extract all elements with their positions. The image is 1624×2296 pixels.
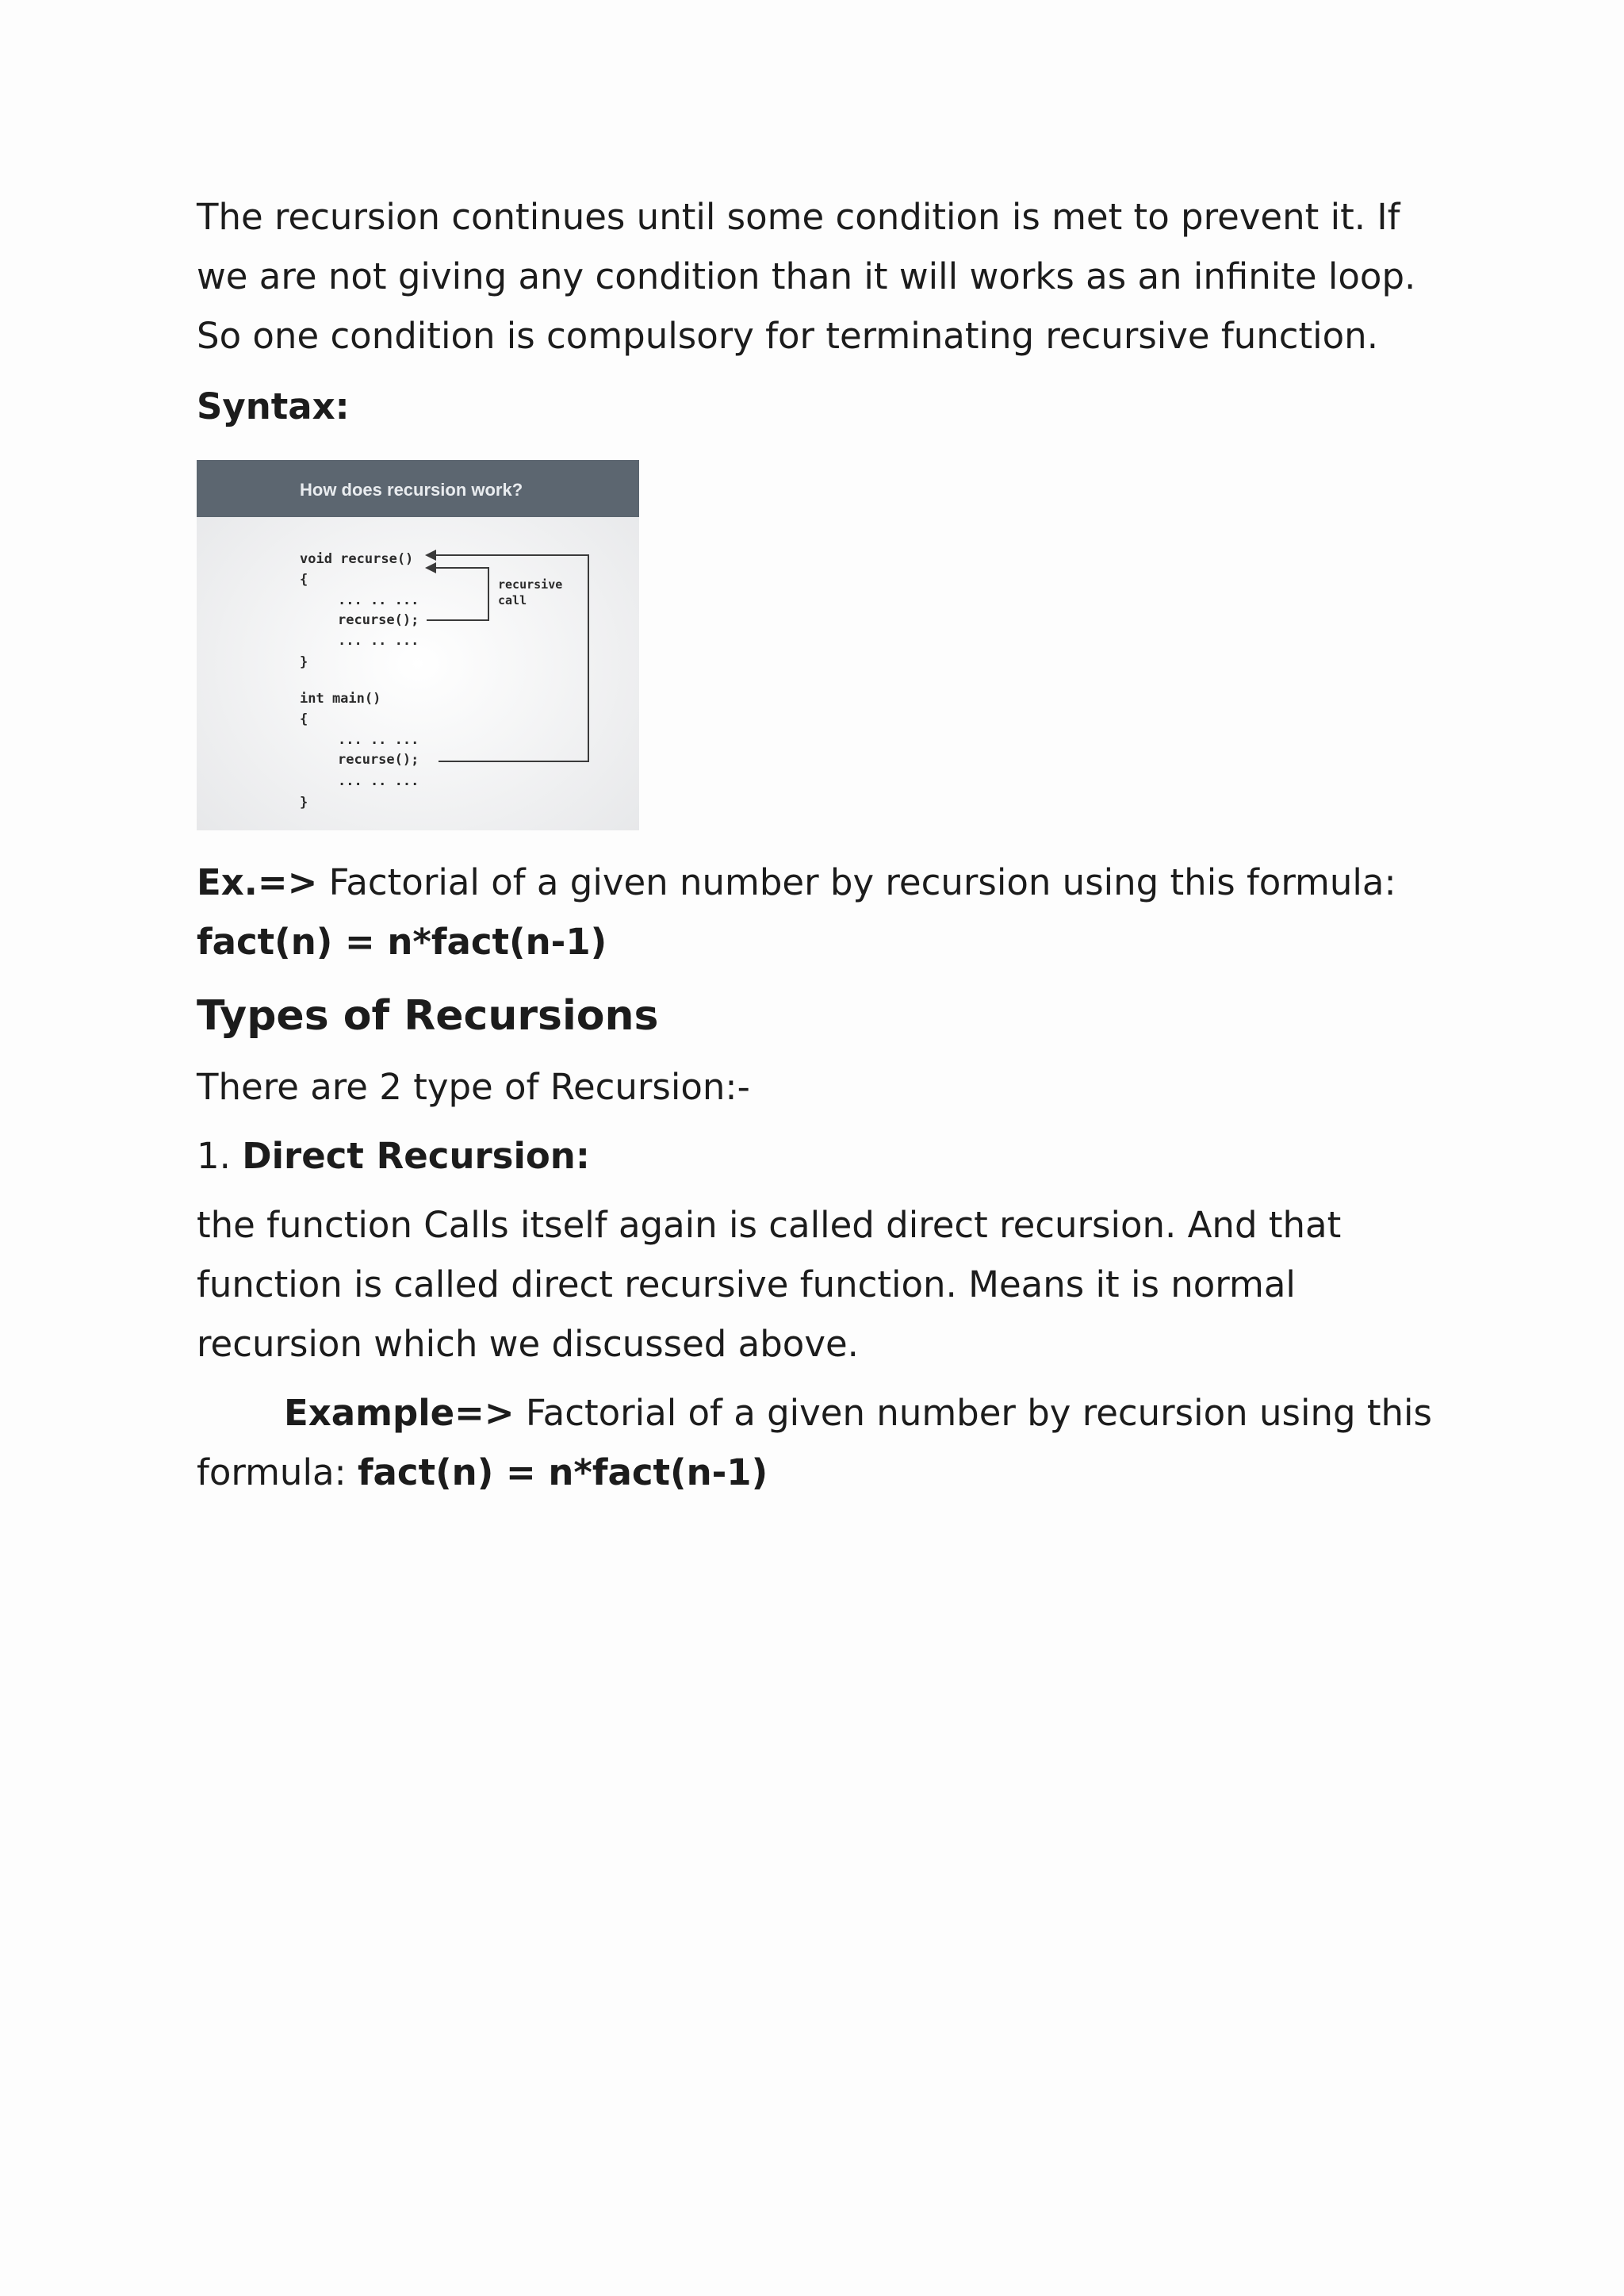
code-line-ellipsis-1: ... .. ... [338,592,419,608]
code-line-ellipsis-2: ... .. ... [338,633,419,649]
direct-recursion-heading [197,1126,1434,1186]
code-line-ellipsis-4: ... .. ... [338,773,419,789]
recursion-diagram [197,460,639,830]
code-line-open-brace-2: { [300,711,308,727]
direct-example-formula: fact(n) = n*fact(n-1) [357,1451,768,1493]
code-line-open-brace-1: { [300,572,308,588]
intro-paragraph: The recursion continues until some condition is met to prevent it. If we are not giving any condition than it will works as an infinite loop. So one condition is compulsory for terminating recursive function. [197,196,1416,357]
code-line-void-recurse: void recurse() [300,551,414,567]
diagram-title: How does recursion work? [300,480,523,500]
types-intro: There are 2 type of Recursion:- [197,1066,750,1108]
example-formula: fact(n) = n*fact(n-1) [197,921,607,963]
direct-example-label: Example=> [284,1392,515,1434]
direct-number: 1. [197,1135,243,1177]
example-label: Ex.=> [197,861,318,903]
document-page [197,187,1434,1502]
code-line-int-main: int main() [300,691,381,707]
direct-description: the function Calls itself again is called direct recursion. And that function is called direct recursive function. Means it is normal recursion which we discussed above. [197,1204,1342,1365]
code-line-ellipsis-3: ... .. ... [338,732,419,748]
types-heading: Types of Recursions [197,992,659,1040]
code-line-recurse-call-1: recurse(); [338,612,419,628]
direct-example [197,1383,1434,1502]
direct-example-text: Factorial of a given number by recursion using this formula: [197,1392,1432,1493]
syntax-label: Syntax: [197,385,350,427]
code-line-close-brace-2: } [300,795,308,811]
recursive-call-label-2: call [498,593,527,608]
code-line-close-brace-1: } [300,654,308,670]
code-line-recurse-call-2: recurse(); [338,752,419,768]
example-block [197,853,1434,972]
example-text: Factorial of a given number by recursion using this formula: [317,861,1396,903]
example-line [197,853,1434,912]
recursive-call-label-1: recursive [498,577,563,592]
direct-title: Direct Recursion: [242,1135,590,1177]
